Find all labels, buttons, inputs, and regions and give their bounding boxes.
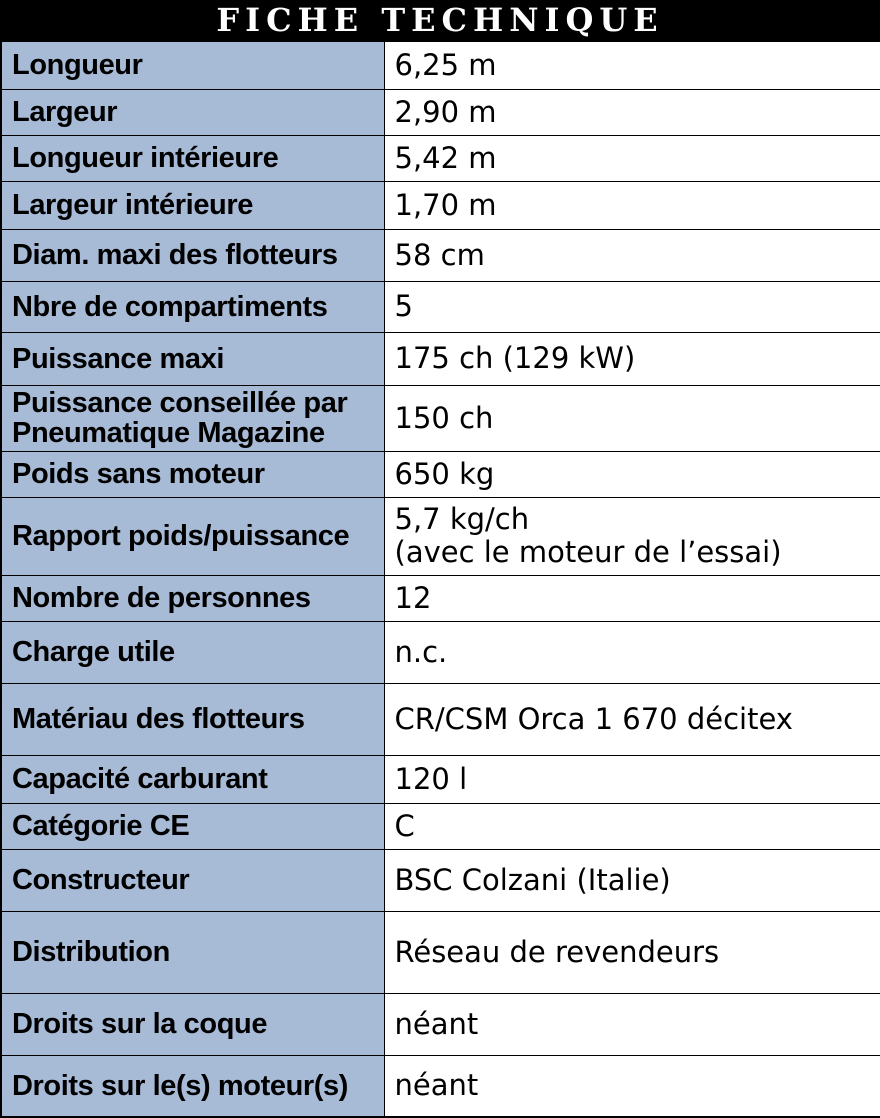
row-label: Longueur <box>1 41 384 89</box>
table-row <box>1 849 880 911</box>
table-row <box>1 683 880 755</box>
row-label: Droits sur le(s) moteur(s) <box>1 1055 384 1117</box>
row-label: Puissance conseillée par Pneumatique Magazine <box>1 385 384 451</box>
table-row <box>1 451 880 497</box>
row-value: 1,70 m <box>384 181 880 229</box>
row-label: Largeur intérieure <box>1 181 384 229</box>
row-label: Nbre de compartiments <box>1 281 384 332</box>
row-value: 175 ch (129 kW) <box>384 332 880 385</box>
row-label: Diam. maxi des flotteurs <box>1 229 384 281</box>
table-row <box>1 497 880 575</box>
table-row <box>1 89 880 135</box>
table-row <box>1 993 880 1055</box>
row-value-line-2: (avec le moteur de l’essai) <box>394 535 782 569</box>
row-value: 6,25 m <box>384 41 880 89</box>
table-row <box>1 41 880 89</box>
row-label: Matériau des flotteurs <box>1 683 384 755</box>
row-value: néant <box>384 993 880 1055</box>
row-label: Largeur <box>1 89 384 135</box>
row-value: néant <box>384 1055 880 1117</box>
row-label: Distribution <box>1 911 384 993</box>
table-row <box>1 229 880 281</box>
table-row <box>1 621 880 683</box>
row-label: Droits sur la coque <box>1 993 384 1055</box>
table-row <box>1 1055 880 1117</box>
row-value: Réseau de revendeurs <box>384 911 880 993</box>
row-value: 650 kg <box>384 451 880 497</box>
row-label: Poids sans moteur <box>1 451 384 497</box>
table-row <box>1 332 880 385</box>
row-value: CR/CSM Orca 1 670 décitex <box>384 683 880 755</box>
row-label: Capacité carburant <box>1 755 384 803</box>
row-value: C <box>384 803 880 849</box>
table-row <box>1 911 880 993</box>
row-value: n.c. <box>384 621 880 683</box>
page-title: FICHE TECHNIQUE <box>0 0 880 40</box>
table-row <box>1 181 880 229</box>
row-value: 12 <box>384 575 880 621</box>
row-value <box>384 497 880 575</box>
row-label: Charge utile <box>1 621 384 683</box>
row-value: 5,42 m <box>384 135 880 181</box>
table-row <box>1 385 880 451</box>
table-row <box>1 575 880 621</box>
table-row <box>1 755 880 803</box>
spec-table <box>0 40 880 1118</box>
row-label: Nombre de personnes <box>1 575 384 621</box>
table-row <box>1 803 880 849</box>
row-value: BSC Colzani (Italie) <box>384 849 880 911</box>
row-label: Longueur intérieure <box>1 135 384 181</box>
row-value: 5 <box>384 281 880 332</box>
row-label: Constructeur <box>1 849 384 911</box>
row-value: 58 cm <box>384 229 880 281</box>
row-value: 120 l <box>384 755 880 803</box>
table-row <box>1 135 880 181</box>
row-value: 2,90 m <box>384 89 880 135</box>
table-row <box>1 281 880 332</box>
row-label: Rapport poids/puissance <box>1 497 384 575</box>
row-value-line-1: 5,7 kg/ch <box>394 502 530 536</box>
row-label: Catégorie CE <box>1 803 384 849</box>
row-label: Puissance maxi <box>1 332 384 385</box>
row-value: 150 ch <box>384 385 880 451</box>
